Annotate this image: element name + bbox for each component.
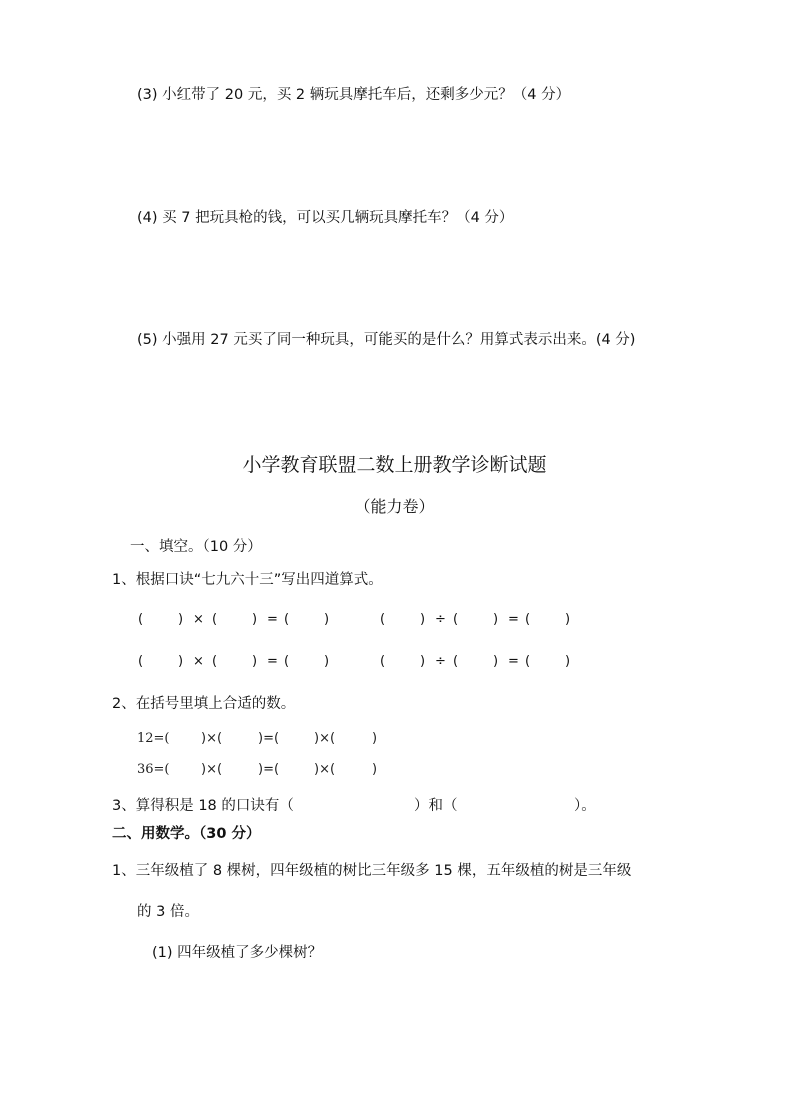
question-4-text: (4) 买 7 把玩具枪的钱，可以买几辆玩具摩托车？（4 分）: [137, 210, 514, 226]
s2-question-1-line-1: 1、三年级植了 8 棵树，四年级植的树比三年级多 15 棵，五年级植的树是三年级: [112, 863, 632, 879]
s1-question-3: 3、算得积是 18 的口诀有（ ）和（ ）。: [112, 798, 596, 814]
s1-question-1-text: 1、根据口诀“七九六十三”写出四道算式。: [112, 572, 383, 588]
equation-row-2: ( ) × ( ) = ( ) ( ) ÷ ( ) = ( ): [138, 654, 571, 669]
section-1-heading: 一、填空。（10 分）: [130, 539, 262, 555]
section-2-heading: 二、用数学。（30 分）: [112, 826, 261, 842]
fill-row-12: 12=( )×( )=( )×( ): [137, 731, 378, 746]
question-3-text: (3) 小红带了 20 元，买 2 辆玩具摩托车后，还剩多少元？（4 分）: [137, 87, 571, 103]
s2-question-1-line-2: 的 3 倍。: [137, 904, 199, 920]
equation-row-1: ( ) × ( ) = ( ) ( ) ÷ ( ) = ( ): [138, 612, 571, 627]
exam-title: 小学教育联盟二数上册教学诊断试题: [242, 454, 547, 476]
s2-question-1-sub-1: (1) 四年级植了多少棵树？: [152, 945, 323, 961]
exam-subtitle: （能力卷）: [354, 497, 435, 516]
question-5-text: (5) 小强用 27 元买了同一种玩具，可能买的是什么？用算式表示出来。(4 分): [137, 332, 636, 348]
s1-question-2-text: 2、在括号里填上合适的数。: [112, 696, 296, 712]
fill-row-36: 36=( )×( )=( )×( ): [137, 762, 378, 777]
